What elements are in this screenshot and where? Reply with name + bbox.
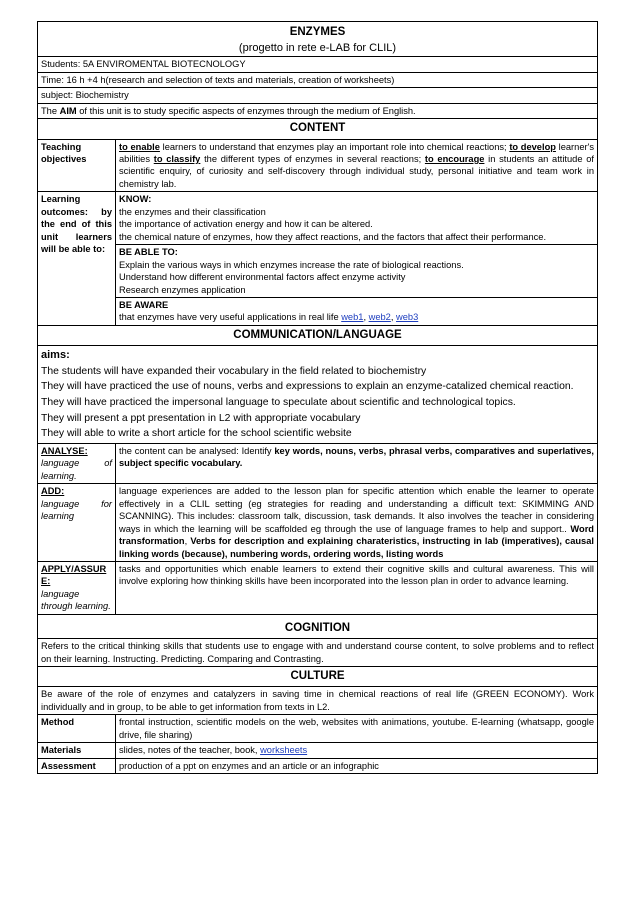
assessment-label: Assessment <box>38 758 116 773</box>
sep: , <box>390 312 397 323</box>
able-cell <box>116 245 598 298</box>
assessment-text: production of a ppt on enzymes and an article or an infographic <box>116 758 598 773</box>
know-line: the importance of activation energy and how it can be altered. <box>119 219 373 230</box>
aim-bold: AIM <box>59 105 77 116</box>
analyse-label: ANALYSE: <box>41 445 88 456</box>
cognition-heading: COGNITION <box>38 614 598 638</box>
title-cell <box>38 22 598 57</box>
able-line: Understand how different environmental factors affect enzyme activity <box>119 272 406 283</box>
doc-subtitle: (progetto in rete e-LAB for CLIL) <box>238 41 397 54</box>
teach-part-4: learner's abilities <box>119 141 595 165</box>
aware-title: BE AWARE <box>119 300 169 311</box>
culture-text: Be aware of the role of enzymes and catalyzers in saving time in chemical reactions of real life (GREEN ECONOMY). Work individually and in group, to be able to get information from texts in L2. <box>38 687 598 715</box>
web1-link[interactable]: web1 <box>341 312 364 323</box>
time-row: Time: 16 h +4 h(research and selection of texts and materials, creation of worksheets) <box>38 72 598 87</box>
aims-line: They will have practiced the use of nouns, verbs and expressions to explain an enzyme-catalized chemical reaction. <box>41 381 574 393</box>
analyse-sub: language of learning. <box>41 458 112 481</box>
analyse-text <box>116 443 598 483</box>
to-classify: to classify <box>153 154 201 165</box>
know-title: KNOW: <box>119 194 152 205</box>
aware-line <box>119 311 594 323</box>
aims-line: The students will have expanded their vocabulary in the field related to biochemistry <box>41 365 427 377</box>
able-line: Research enzymes application <box>119 284 246 295</box>
teach-part-8: in students an attitude of scientific enquiry, of curiosity and self-discovery through individual study, personal initiative and team work in chemistry lab. <box>119 154 595 189</box>
aims-line: They will able to write a short article for the school scientific website <box>41 428 352 440</box>
aims-label: aims: <box>41 349 70 362</box>
add-text <box>116 484 598 562</box>
aims-line: They will present a ppt presentation in L2 with appropriate vocabulary <box>41 412 361 424</box>
lesson-plan-table <box>37 21 598 774</box>
materials-label: Materials <box>38 743 116 758</box>
able-title: BE ABLE TO: <box>119 247 178 258</box>
aim-pre: The <box>41 105 60 116</box>
know-cell <box>116 192 598 245</box>
analyse-label-cell <box>38 443 116 483</box>
apply-label: APPLY/ASSURE: <box>41 563 107 587</box>
analyse-t1: the content can be analysed: Identify <box>119 445 275 456</box>
content-heading: CONTENT <box>38 119 598 139</box>
teach-part-2: learners to understand that enzymes play an important role into chemical reactions; <box>159 141 510 152</box>
method-label: Method <box>38 715 116 743</box>
students-row: Students: 5A ENVIROMENTAL BIOTECNOLOGY <box>38 57 598 72</box>
materials-t1: slides, notes of the teacher, book, <box>119 745 261 756</box>
aware-cell <box>116 298 598 326</box>
aims-cell <box>38 346 598 444</box>
communication-heading: COMMUNICATION/LANGUAGE <box>38 325 598 345</box>
analyse-t2: key words, nouns, verbs, phrasal verbs, comparatives and superlatives, subject specific vocabulary. <box>119 445 594 469</box>
web2-link[interactable]: web2 <box>368 312 391 323</box>
to-enable: to enable <box>119 141 160 152</box>
to-develop: to develop <box>509 141 556 152</box>
teaching-objectives-text <box>116 139 598 192</box>
know-line: the enzymes and their classification <box>119 206 266 217</box>
aims-line: They will have practiced the impersonal language to speculate about scientific and technological topics. <box>41 397 516 409</box>
add-t3: , <box>184 536 191 547</box>
apply-sub: language through learning. <box>41 588 111 612</box>
add-label: ADD: <box>41 486 65 497</box>
aim-post: of this unit is to study specific aspects of enzymes through the medium of English. <box>76 105 416 116</box>
learning-outcomes-label: Learning outcomes: by the end of this unit learners will be able to: <box>38 192 116 326</box>
teaching-objectives-label: Teaching objectives <box>38 139 116 192</box>
to-encourage: to encourage <box>424 154 485 165</box>
add-t4: Verbs for description and explaining charateristics, instructing in lab (imperatives), causal linking words (because), numbering words, ordering words, listing words <box>119 536 594 559</box>
subject-row: subject: Biochemistry <box>38 88 598 103</box>
doc-title: ENZYMES <box>289 26 346 38</box>
add-label-cell <box>38 484 116 562</box>
worksheets-link[interactable]: worksheets <box>260 745 308 756</box>
sep: , <box>363 312 369 323</box>
apply-label-cell <box>38 561 116 614</box>
apply-text: tasks and opportunities which enable learners to extend their cognitive skills and cultural awareness. This will involve exploring how thinking skills have been incorporated into the lesson plan in order to advance learning. <box>116 561 598 614</box>
web3-link[interactable]: web3 <box>396 312 419 323</box>
materials-text <box>116 743 598 758</box>
culture-heading: CULTURE <box>38 667 598 687</box>
add-t2: Word transformation <box>119 523 594 547</box>
aim-row <box>38 103 598 118</box>
add-sub: language for learning <box>41 498 112 522</box>
know-line: the chemical nature of enzymes, how they affect reactions, and the factors that affect their performance. <box>119 231 547 242</box>
method-text: frontal instruction, scientific models on the web, websites with animations, youtube. E-learning (whatsapp, google drive, file sharing) <box>116 715 598 743</box>
able-line: Explain the various ways in which enzymes increase the rate of biological reactions. <box>119 259 464 270</box>
aware-text: that enzymes have very useful applications in real life <box>119 312 342 323</box>
teach-part-6: the different types of enzymes in several reactions; <box>200 154 425 165</box>
add-t1: language experiences are added to the lesson plan for specific attention which enable the learner to operate effectively in a CLIL setting (eg strategies for reading and understanding a difficult text: SKIMMING AND SCANNING). This includes: classroom talk, discussion, task demands. It also involves the teacher in considering ways in which the learning will be scaffolded eg through the use of language frames to help and support.. <box>119 486 594 534</box>
lesson-plan-page <box>37 21 598 774</box>
cognition-text: Refers to the critical thinking skills that students use to engage with and understand course content, to solve problems and to reflect on their learning. Instructing. Predicting. Comparing and Contrasting. <box>38 639 598 667</box>
